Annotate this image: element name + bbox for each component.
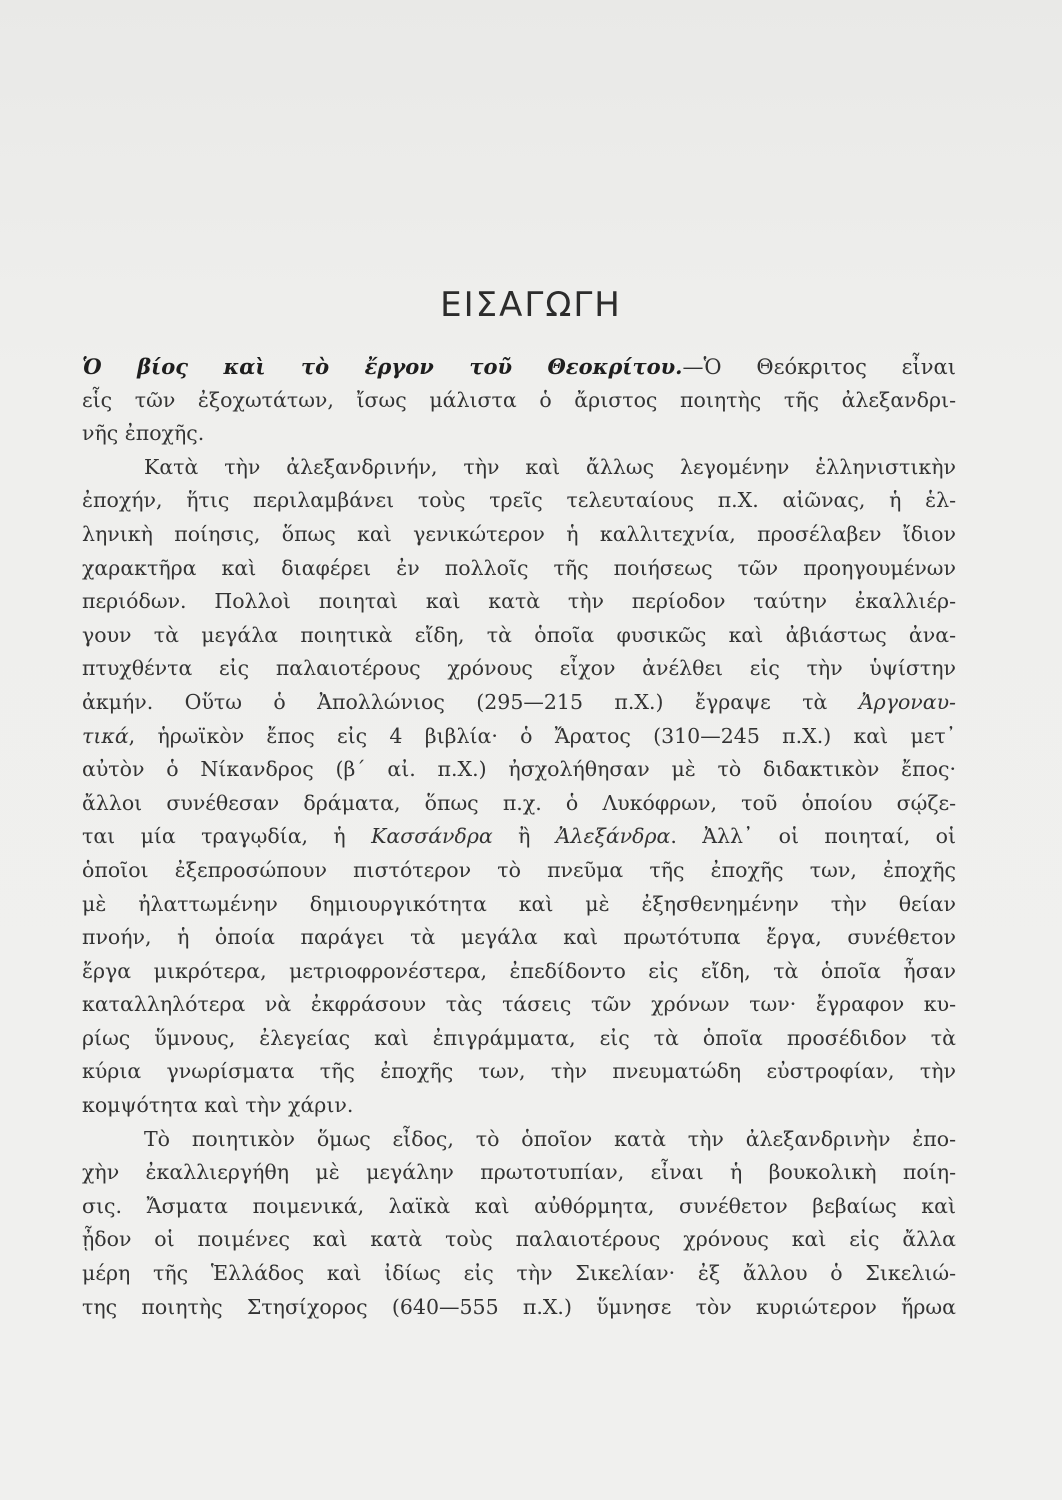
text-line: νῆς ἐποχῆς.	[82, 421, 205, 446]
text-line: πτυχθέντα εἰς παλαιοτέρους χρόνους εἶχον ἀνέλθει εἰς τὴν ὑψίστην	[82, 656, 956, 681]
text-line: χαρακτῆρα καὶ διαφέρει ἐν πολλοῖς τῆς ποιήσεως τῶν προηγουμένων	[82, 555, 956, 580]
text-run: , ἡρωϊκὸν ἔπος εἰς 4 βιβλία· ὁ Ἄρατος (310—245 π.Χ.) καὶ μετ᾿	[128, 723, 956, 748]
text-line: ὁποῖοι ἐξεπροσώπουν πιστότερον τὸ πνεῦμα τῆς ἐποχῆς των, ἐποχῆς	[82, 857, 956, 882]
text-line: ἐποχήν, ἥτις περιλαμβάνει τοὺς τρεῖς τελευταίους π.Χ. αἰῶνας, ἡ ἑλ-	[82, 488, 956, 513]
text-line: σις. Ἄσματα ποιμενικά, λαϊκὰ καὶ αὐθόρμητα, συνέθετον βεβαίως καὶ	[82, 1193, 956, 1218]
text-run: . Ἀλλ᾿ οἱ ποιηταί, οἱ	[670, 824, 956, 849]
text-line: χὴν ἐκαλλιεργήθη μὲ μεγάλην πρωτοτυπίαν, εἶναι ἡ βουκολικὴ ποίη-	[82, 1160, 956, 1185]
text-run: ἀκμήν. Οὕτω ὁ Ἀπολλώνιος (295—215 π.Χ.) ἔγραψε τὰ	[82, 689, 859, 714]
text-line: ρίως ὕμνους, ἐλεγείας καὶ ἐπιγράμματα, εἰς τὰ ὁποῖα προσέδιδον τὰ	[82, 1025, 956, 1050]
text-run: ἢ	[492, 824, 556, 849]
text-line: κομψότητα καὶ τὴν χάριν.	[82, 1093, 354, 1118]
italic-title: Ἀλεξάνδρα	[555, 824, 671, 849]
text-line	[82, 720, 956, 754]
text-line	[82, 350, 956, 384]
body-text	[82, 350, 956, 1324]
text-line: ἄλλοι συνέθεσαν δράματα, ὅπως π.χ. ὁ Λυκόφρων, τοῦ ὁποίου σῴζε-	[82, 790, 956, 815]
text-line: μὲ ἠλαττωμένην δημιουργικότητα καὶ μὲ ἐξησθενημένην τὴν θείαν	[82, 891, 956, 916]
text-line: ληνικὴ ποίησις, ὅπως καὶ γενικώτερον ἡ καλλιτεχνία, προσέλαβεν ἴδιον	[82, 521, 956, 546]
text-line: εἷς τῶν ἐξοχωτάτων, ἴσως μάλιστα ὁ ἄριστος ποιητὴς τῆς ἀλεξανδρι-	[82, 387, 956, 412]
text-line: περιόδων. Πολλοὶ ποιηταὶ καὶ κατὰ τὴν περίοδον ταύτην ἐκαλλιέρ-	[82, 589, 956, 614]
text-line: κύρια γνωρίσματα τῆς ἐποχῆς των, τὴν πνευματώδη εὐστροφίαν, τὴν	[82, 1059, 956, 1084]
text-line: γουν τὰ μεγάλα ποιητικὰ εἴδη, τὰ ὁποῖα φυσικῶς καὶ ἀβιάστως ἀνα-	[82, 622, 956, 647]
text-line: ᾖδον οἱ ποιμένες καὶ κατὰ τοὺς παλαιοτέρους χρόνους καὶ εἰς ἄλλα	[82, 1227, 956, 1252]
chapter-title: ΕΙΣΑΓΩΓΗ	[440, 284, 622, 325]
text-line: Τὸ ποιητικὸν ὅμως εἶδος, τὸ ὁποῖον κατὰ τὴν ἀλεξανδρινὴν ἐπο-	[144, 1126, 956, 1151]
text-line: πνοήν, ἡ ὁποία παράγει τὰ μεγάλα καὶ πρωτότυπα ἔργα, συνέθετον	[82, 925, 956, 950]
text-line	[82, 686, 956, 720]
text-run: —Ὁ Θεόκριτος εἶναι	[682, 355, 956, 379]
italic-title: Ἀργοναυ-	[858, 689, 956, 714]
text-run: ται μία τραγῳδία, ἡ	[82, 824, 372, 849]
italic-title: Κασσάνδρα	[371, 824, 493, 849]
section-heading: Ὁ βίος καὶ τὸ ἔργον τοῦ Θεοκρίτου.	[82, 354, 683, 379]
text-line: καταλληλότερα νὰ ἐκφράσουν τὰς τάσεις τῶν χρόνων των· ἔγραφον κυ-	[82, 992, 956, 1017]
text-line	[82, 820, 956, 854]
text-line: της ποιητὴς Στησίχορος (640—555 π.Χ.) ὕμνησε τὸν κυριώτερον ἥρωα	[82, 1294, 956, 1319]
text-line: Κατὰ τὴν ἀλεξανδρινήν, τὴν καὶ ἄλλως λεγομένην ἑλληνιστικὴν	[144, 454, 956, 479]
italic-title: τικά	[82, 723, 129, 748]
text-line: μέρη τῆς Ἑλλάδος καὶ ἰδίως εἰς τὴν Σικελίαν· ἐξ ἄλλου ὁ Σικελιώ-	[82, 1261, 956, 1286]
text-line: ἔργα μικρότερα, μετριοφρονέστερα, ἐπεδίδοντο εἰς εἴδη, τὰ ὁποῖα ἦσαν	[82, 958, 956, 983]
text-line: αὐτὸν ὁ Νίκανδρος (β΄ αἰ. π.Χ.) ἠσχολήθησαν μὲ τὸ διδακτικὸν ἔπος·	[82, 757, 956, 782]
